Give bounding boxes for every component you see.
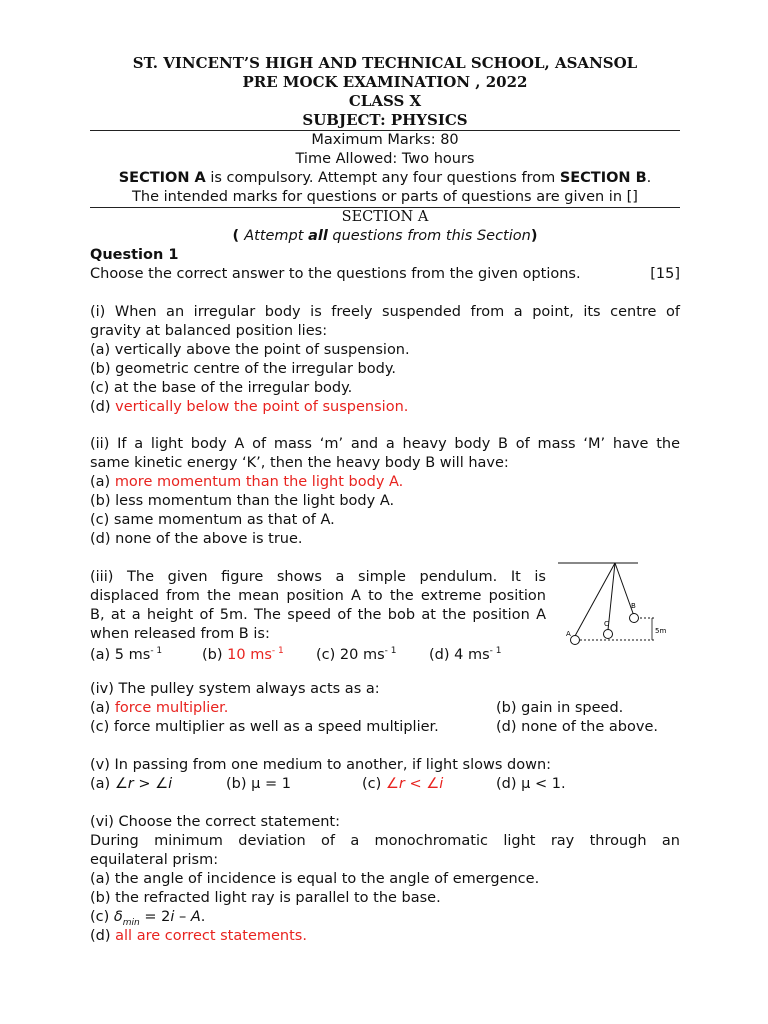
qiv-row2 — [90, 718, 680, 737]
qiv-option-c: (c) force multiplier as well as a speed multiplier. — [90, 719, 439, 735]
instr-section-a: SECTION A — [118, 170, 206, 186]
qv-a-label: (a) — [90, 776, 115, 792]
qvi-c-i: i — [170, 909, 175, 925]
qv-line1: (v) In passing from one medium to another, if light slows down: — [90, 757, 552, 773]
qii-a-answer: more momentum than the light body A. — [114, 474, 404, 490]
qi-d-answer: vertically below the point of suspension. — [115, 399, 409, 415]
qii-option-b: (b) less momentum than the light body A. — [90, 493, 395, 509]
qvi-c-sub: min — [122, 917, 140, 928]
qv-option-b: (b) μ = 1 — [226, 776, 291, 792]
qi-d-label: (d) — [90, 399, 116, 415]
qv-c-label: (c) — [362, 776, 386, 792]
section-subtitle — [90, 227, 680, 246]
qi-option-b: (b) geometric centre of the irregular body. — [90, 361, 396, 377]
qiii-b-sup: - 1 — [271, 646, 284, 656]
instr-mid: is compulsory. Attempt any four questions from — [205, 170, 560, 186]
qvi-line3: equilateral prism: — [90, 852, 219, 868]
qv-c-answer: ∠r < ∠i — [385, 776, 444, 792]
label-c: C — [604, 620, 609, 628]
qiii-option-d — [429, 642, 502, 665]
qvi-option-d — [90, 927, 680, 946]
time-allowed: Time Allowed: Two hours — [295, 151, 475, 167]
q1-marks: [15] — [650, 266, 680, 282]
qvi-option-b: (b) the refracted light ray is parallel to the base. — [90, 890, 441, 906]
qiii-b-label: (b) — [202, 647, 228, 663]
q1-prompt-text: Choose the correct answer to the questions from the given options. — [90, 266, 581, 282]
bob-b — [630, 614, 639, 623]
sub-attempt: Attempt — [244, 228, 309, 244]
qvi-option-a: (a) the angle of incidence is equal to the angle of emergence. — [90, 871, 540, 887]
qiv-line1: (iv) The pulley system always acts as a: — [90, 681, 380, 697]
qiv-a-label: (a) — [90, 700, 115, 716]
label-height: 5m — [655, 627, 667, 635]
qiv-option-b: (b) gain in speed. — [496, 700, 624, 716]
qiv-a-answer: force multiplier. — [114, 700, 229, 716]
qi-line1: (i) When an irregular body is freely suspended from a point, its centre of — [90, 304, 680, 320]
label-b: B — [631, 602, 636, 610]
qv-a-text: ∠r > ∠i — [114, 776, 173, 792]
qvi-c-eq: = 2 — [139, 909, 171, 925]
qiii-c-sup: - 1 — [384, 646, 397, 656]
qi-line2: gravity at balanced position lies: — [90, 323, 328, 339]
qvi-c-a: A — [190, 909, 201, 925]
qii-option-c: (c) same momentum as that of A. — [90, 512, 335, 528]
section-title: SECTION A — [341, 209, 429, 225]
bob-c — [604, 630, 613, 639]
instr-section-b: SECTION B — [559, 170, 647, 186]
qiii-line3: B, at a height of 5m. The speed of the bob at the position A — [90, 607, 546, 623]
instr-end: . — [646, 170, 652, 186]
qvi-line1: (vi) Choose the correct statement: — [90, 814, 340, 830]
qiii-line1: (iii) The given figure shows a simple pendulum. It is — [90, 569, 546, 585]
qii-a-label: (a) — [90, 474, 115, 490]
qiii-option-b — [202, 642, 284, 665]
qiii-c-text: (c) 20 ms — [316, 647, 385, 663]
qiii-line2: displaced from the mean position A to the extreme position — [90, 588, 546, 604]
subject-label: SUBJECT: PHYSICS — [302, 111, 468, 129]
qii-option-a — [90, 473, 680, 492]
class-label: CLASS X — [348, 92, 422, 110]
qvi-c-delta: δ — [113, 909, 123, 925]
label-a: A — [566, 630, 571, 638]
max-marks: Maximum Marks: 80 — [311, 132, 459, 148]
qiii-b-answer — [227, 647, 284, 663]
qv-option-d: (d) μ < 1. — [496, 776, 566, 792]
qvi-d-answer: all are correct statements. — [115, 928, 307, 944]
qv-option-a — [90, 775, 172, 794]
qiii-line4: when released from B is: — [90, 626, 270, 642]
bob-a — [571, 636, 580, 645]
qiii-d-sup: - 1 — [489, 646, 502, 656]
qvi-line2: During minimum deviation of a monochromatic light ray through an — [90, 833, 680, 849]
paren-close: ) — [530, 228, 538, 244]
qiii-a-sup: - 1 — [150, 646, 163, 656]
marks-note: The intended marks for questions or parts of questions are given in [] — [132, 189, 638, 205]
qvi-d-label: (d) — [90, 928, 116, 944]
qvi-c-minus: – — [174, 909, 191, 925]
qiii-option-c — [316, 642, 396, 665]
exam-title: PRE MOCK EXAMINATION , 2022 — [242, 73, 528, 91]
qiv-option-d: (d) none of the above. — [496, 719, 658, 735]
qiii-b-text: 10 ms — [227, 647, 272, 663]
qi-option-d — [90, 398, 680, 417]
sub-rest: questions from this Section — [327, 228, 531, 244]
pendulum-figure — [552, 560, 682, 652]
question-1-prompt — [90, 265, 680, 284]
qvi-c-label: (c) — [90, 909, 114, 925]
sub-all: all — [308, 228, 328, 244]
qiii-option-a — [90, 642, 162, 665]
paren-open: ( — [232, 228, 245, 244]
qiii-a-text: (a) 5 ms — [90, 647, 151, 663]
qv-option-c — [362, 775, 443, 794]
school-name: ST. VINCENT’S HIGH AND TECHNICAL SCHOOL, ASANSOL — [132, 54, 638, 72]
qi-option-c: (c) at the base of the irregular body. — [90, 380, 353, 396]
qii-line2: same kinetic energy ‘K’, then the heavy body B will have: — [90, 455, 509, 471]
qii-line1: (ii) If a light body A of mass ‘m’ and a heavy body B of mass ‘M’ have the — [90, 436, 680, 452]
qvi-c-end: . — [200, 909, 206, 925]
qiv-row1 — [90, 699, 680, 718]
qi-option-a: (a) vertically above the point of suspension. — [90, 342, 410, 358]
qv-options — [90, 775, 680, 795]
instructions — [90, 169, 680, 188]
question-1-title: Question 1 — [90, 247, 179, 263]
qiii-d-text: (d) 4 ms — [429, 647, 490, 663]
qii-option-d: (d) none of the above is true. — [90, 531, 303, 547]
